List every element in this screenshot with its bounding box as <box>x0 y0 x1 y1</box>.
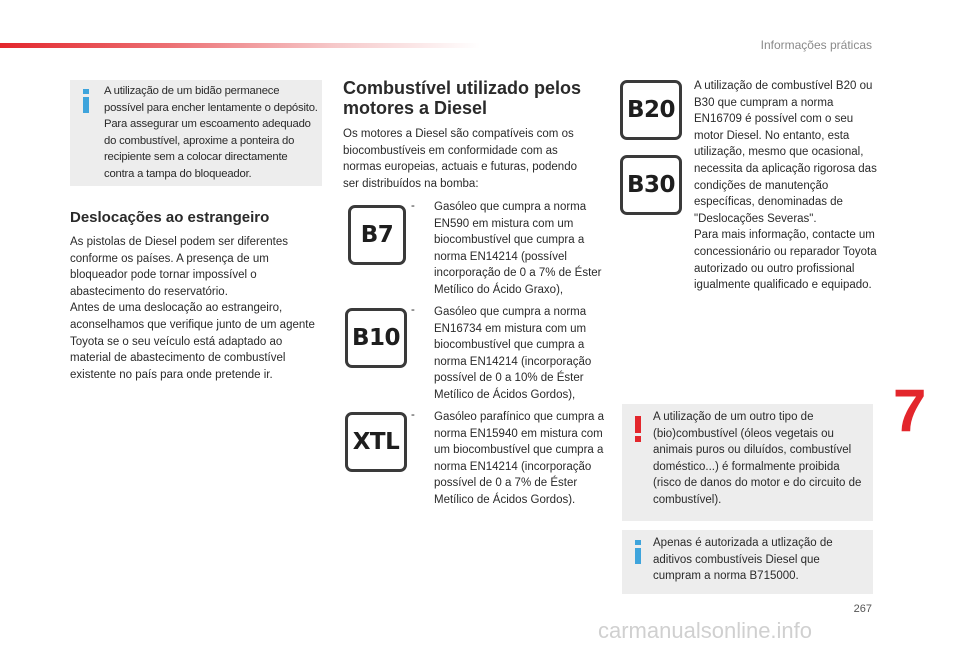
fuel-badge-b20: B20 <box>620 80 682 140</box>
fuel-badge-xtl: XTL <box>345 412 407 472</box>
fuel-item-xtl-text: Gasóleo parafínico que cumpra a norma EN15940 em mistura com um biocombustível que cumpra a norma EN14214 (incorporação possível de 0 a 7% de Éster Metílico de Ácidos Gordos). <box>434 411 605 506</box>
header-accent-rule <box>0 43 480 48</box>
info-icon <box>633 540 643 564</box>
item-dash: - <box>411 409 415 421</box>
item-dash: - <box>411 304 415 316</box>
chapter-number: 7 <box>893 377 927 444</box>
warning-icon <box>633 416 643 442</box>
info-box-left-text: A utilização de um bidão permanece possível para encher lentamente o depósito. Para assegurar um escoamento adequado do combustível, aproxime a ponteira do recipiente sem a colocar directamente contra a tampa do bloqueador. <box>104 85 318 180</box>
fuel-item-b10-text: Gasóleo que cumpra a norma EN16734 em mistura com um biocombustível que cumpra a norma EN14214 (incorporação possível de 0 a 10% de Éster Metílico de Ácidos Gordos), <box>434 306 592 401</box>
section-title: Informações práticas <box>760 38 872 52</box>
info-box-right-text: Apenas é autorizada a utlização de aditivos combustíveis Diesel que cumpram a norma B715000. <box>653 537 833 583</box>
fuel-badge-b30: B30 <box>620 155 682 215</box>
page-number: 267 <box>853 603 872 615</box>
fuel-badge-b10: B10 <box>345 308 407 368</box>
travel-section-paragraph: As pistolas de Diesel podem ser diferentes conforme os países. A presença de um bloqueador pode tornar impossível o abastecimento do reservatório. Antes de uma deslocação ao estrangeiro, aconselhamos que verifique junto de um agente Toyota se o seu veículo está adaptado ao material de abastecimento de combustível existente no país para onde pretende ir. <box>70 236 315 381</box>
info-box-left <box>70 80 322 186</box>
item-dash: - <box>411 200 415 212</box>
fuel-section-title: Combustível utilizado pelos motores a Diesel <box>343 78 582 118</box>
warning-box <box>622 404 873 521</box>
info-box-right <box>622 530 873 594</box>
watermark: carmanualsonline.info <box>598 618 813 643</box>
info-icon <box>81 89 91 113</box>
fuel-badge-b7: B7 <box>348 205 406 265</box>
fuel-item-b7-text: Gasóleo que cumpra a norma EN590 em mistura com um biocombustível que cumpra a norma EN14214 (possível incorporação de 0 a 7% de Éster Metílico do Ácido Graxo), <box>434 201 602 296</box>
warning-box-text: A utilização de um outro tipo de (bio)combustível (óleos vegetais ou animais puros ou diluídos, combustível doméstico...) é formalmente proibida (risco de danos do motor e do circuito de combustível). <box>653 411 862 506</box>
travel-section-title: Deslocações ao estrangeiro <box>70 209 270 226</box>
b20-b30-text: A utilização de combustível B20 ou B30 que cumpram a norma EN16709 é possível com o seu motor Diesel. No entanto, esta utilização, mesmo que ocasional, necessita da aplicação rigorosa das condições de manutenção específicas, denominadas de "Deslocações Severas". Para mais informação, contacte um concessionário ou reparador Toyota autorizado ou outro profissional igualmente qualificado e equipado. <box>694 80 877 292</box>
fuel-section-intro: Os motores a Diesel são compatíveis com os biocombustíveis em conformidade com as normas europeias, actuais e futuras, podendo ser distribuídos na bomba: <box>343 128 577 190</box>
